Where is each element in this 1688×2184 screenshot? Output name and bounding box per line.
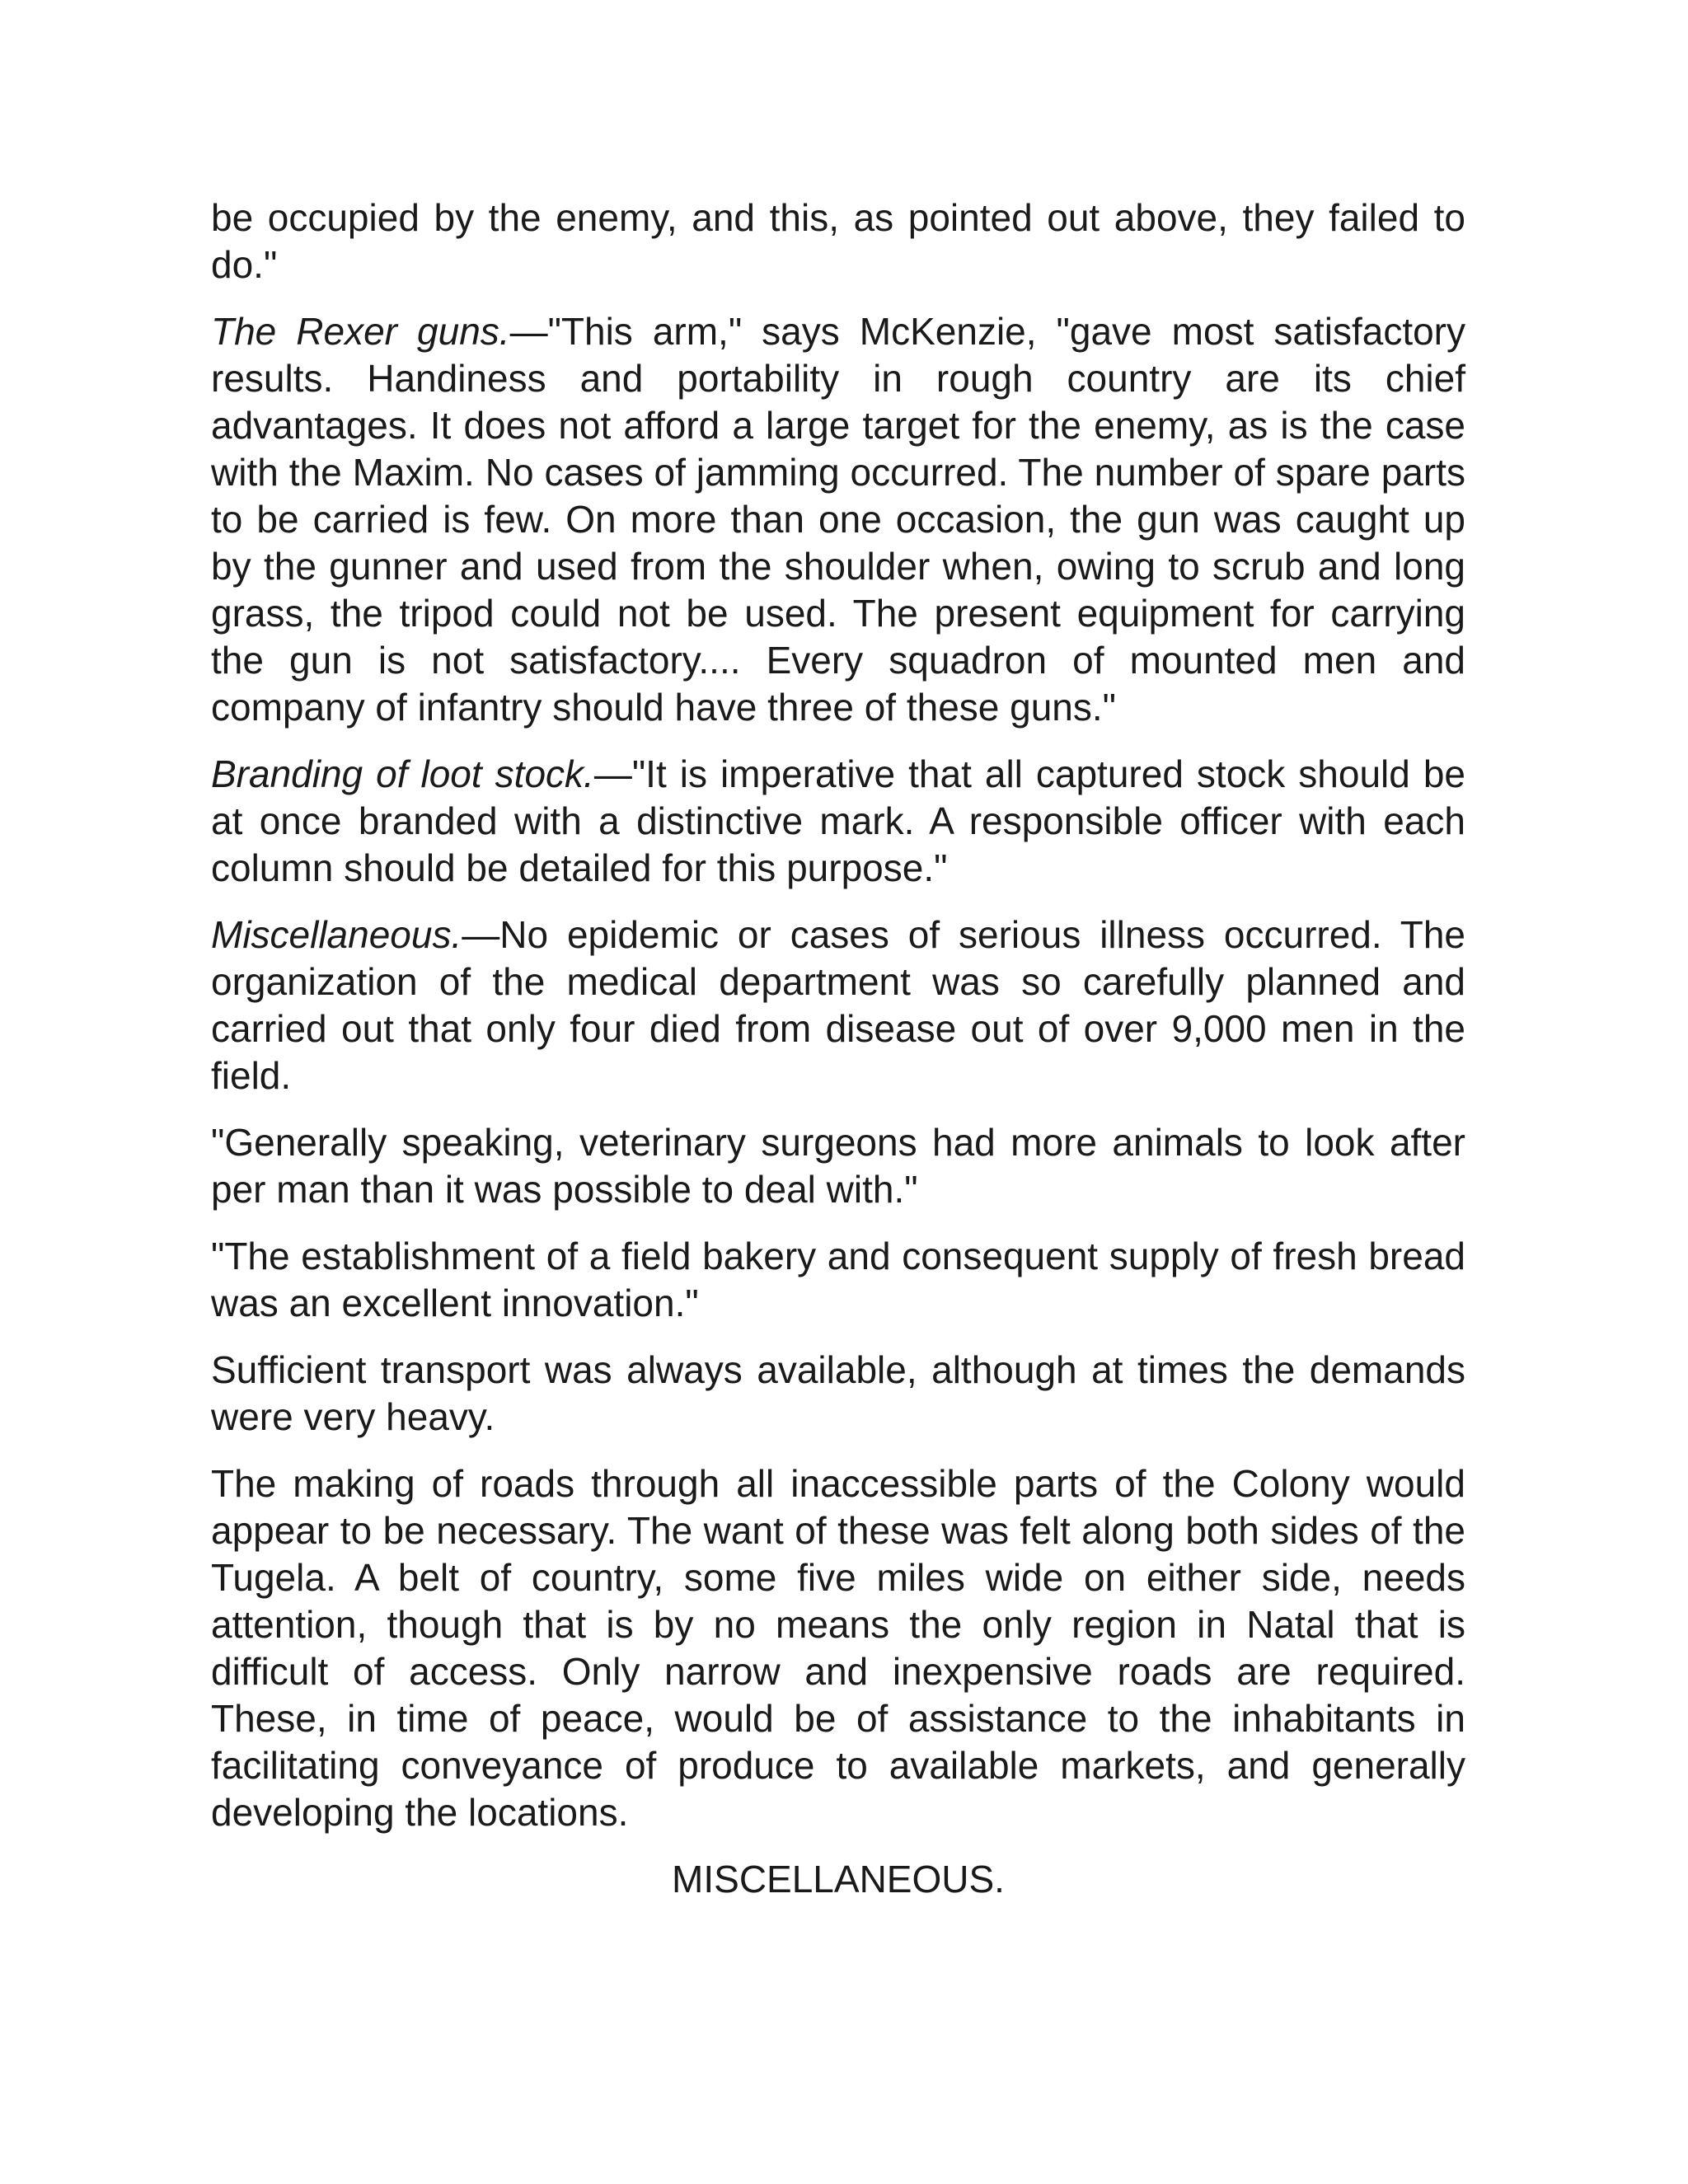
paragraph-field-bakery	[211, 1233, 1465, 1327]
paragraph-text: The making of roads through all inaccessible parts of the Colony would appear to be necessary. The want of these was felt along both sides of the Tugela. A belt of country, some five miles wide on either side, needs attention, though that is by no means the only region in Natal that is difficult of access. Only narrow and inexpensive roads are required. These, in time of peace, would be of assistance to the inhabitants in facilitating conveyance of produce to available markets, and generally developing the locations.	[211, 1462, 1465, 1834]
paragraph-transport	[211, 1347, 1465, 1441]
paragraph-roads	[211, 1460, 1465, 1836]
paragraph-lead: Miscellaneous.	[211, 913, 462, 956]
paragraph-veterinary	[211, 1119, 1465, 1213]
paragraph-text: —No epidemic or cases of serious illness occurred. The organization of the medical department was so carefully planned and carried out that only four died from disease out of over 9,000 men in the field.	[211, 913, 1465, 1097]
section-heading: MISCELLANEOUS.	[672, 1858, 1005, 1900]
paragraph-text: "Generally speaking, veterinary surgeons had more animals to look after per man than it was possible to deal with."	[211, 1121, 1465, 1211]
paragraph-rexer-guns	[211, 308, 1465, 731]
paragraph-text: "The establishment of a field bakery and consequent supply of fresh bread was an excellent innovation."	[211, 1235, 1465, 1324]
paragraph-lead: Branding of loot stock.	[211, 752, 594, 795]
paragraph-lead: The Rexer guns.	[211, 310, 510, 353]
paragraph-text: be occupied by the enemy, and this, as pointed out above, they failed to do."	[211, 196, 1465, 286]
body-text	[211, 194, 1465, 1903]
paragraph-text: —"It is imperative that all captured stock should be at once branded with a distinctive mark. A responsible officer with each column should be detailed for this purpose."	[211, 752, 1465, 889]
paragraph-text: Sufficient transport was always available, although at times the demands were very heavy.	[211, 1348, 1465, 1438]
paragraph-continuation	[211, 194, 1465, 288]
paragraph-text: —"This arm," says McKenzie, "gave most satisfactory results. Handiness and portability in rough country are its chief advantages. It does not afford a large target for the enemy, as is the case with the Maxim. No cases of jamming occurred. The number of spare parts to be carried is few. On more than one occasion, the gun was caught up by the gunner and used from the shoulder when, owing to scrub and long grass, the tripod could not be used. The present equipment for carrying the gun is not satisfactory.... Every squadron of mounted men and company of infantry should have three of these guns."	[211, 310, 1465, 729]
paragraph-miscellaneous	[211, 912, 1465, 1099]
paragraph-branding-loot-stock	[211, 751, 1465, 892]
